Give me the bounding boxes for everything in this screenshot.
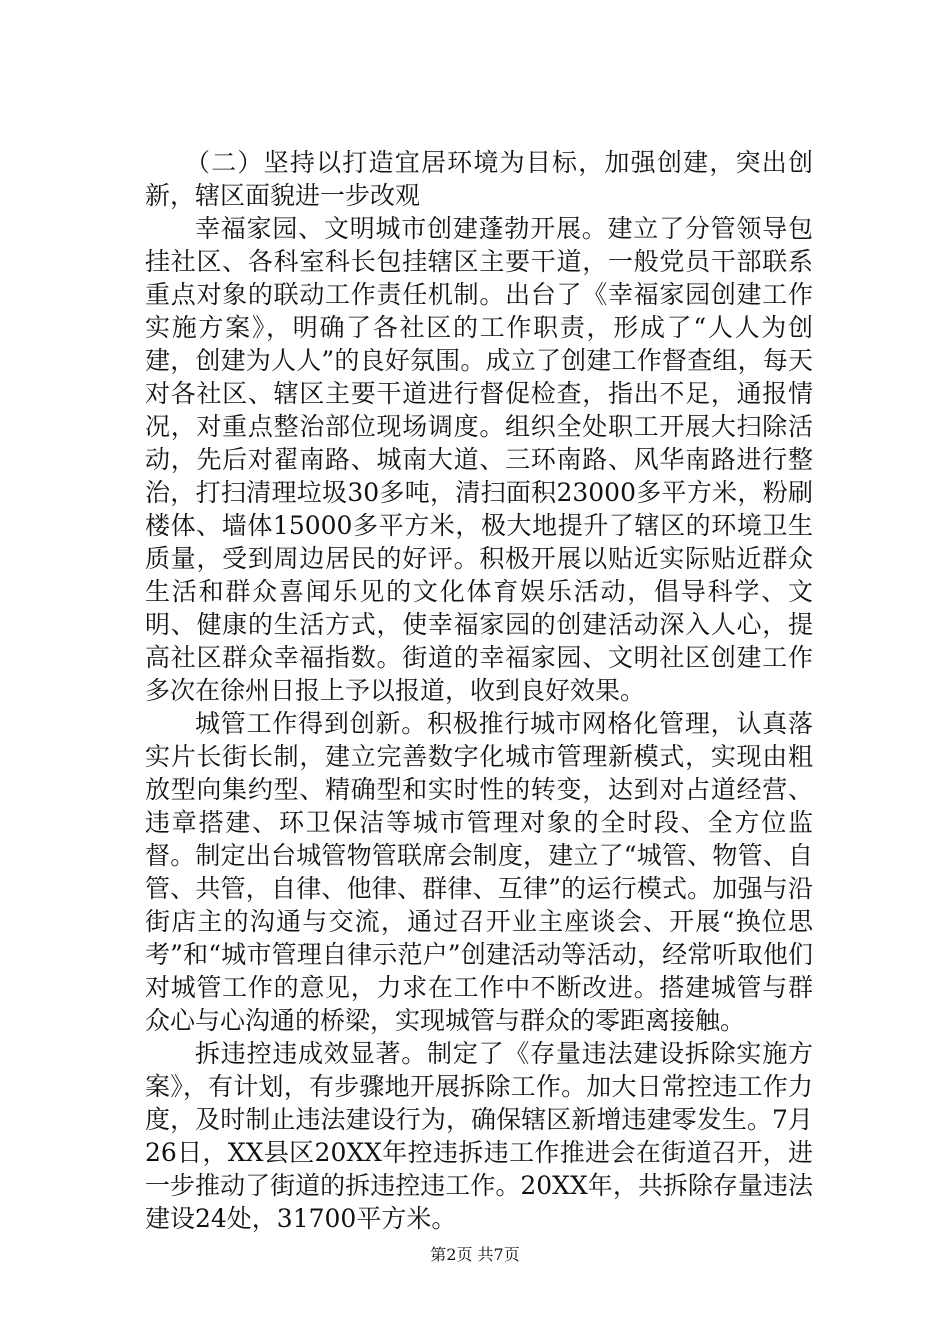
page-number: 第2页 共7页 xyxy=(430,1245,520,1264)
section-heading: （二）坚持以打造宜居环境为目标，加强创建，突出创新，辖区面貌进一步改观 xyxy=(145,148,813,210)
paragraph-urban-management: 城管工作得到创新。积极推行城市网格化管理，认真落实片长街长制，建立完善数字化城市管理新模式，实现由粗放型向集约型、精确型和实时性的转变，达到对占道经营、违章搭建、环卫保洁等城市管理对象的全时段、全方位监督。制定出台城管物管联席会制度，建立了“城管、物管、自管、共管，自律、他律、群律、互律”的运行模式。加强与沿街店主的沟通与交流，通过召开业主座谈会、开展“换位思考”和“城市管理自律示范户”创建活动等活动，经常听取他们对城管工作的意见，力求在工作中不断改进。搭建城管与群众心与心沟通的桥梁，实现城管与群众的零距离接触。 xyxy=(145,709,813,1035)
paragraph-creation: 幸福家园、文明城市创建蓬勃开展。建立了分管领导包挂社区、各科室科长包挂辖区主要干道，一般党员干部联系重点对象的联动工作责任机制。出台了《幸福家园创建工作实施方案》，明确了各社区的工作职责，形成了“人人为创建，创建为人人”的良好氛围。成立了创建工作督查组，每天对各社区、辖区主要干道进行督促检查，指出不足，通报情况，对重点整治部位现场调度。组织全处职工开展大扫除活动，先后对翟南路、城南大道、三环南路、风华南路进行整治，打扫清理垃圾30多吨，清扫面积23000多平方米，粉刷楼体、墙体15000多平方米，极大地提升了辖区的环境卫生质量，受到周边居民的好评。积极开展以贴近实际贴近群众生活和群众喜闻乐见的文化体育娱乐活动，倡导科学、文明、健康的生活方式，使幸福家园的创建活动深入人心，提高社区群众幸福指数。街道的幸福家园、文明社区创建工作多次在徐州日报上予以报道，收到良好效果。 xyxy=(145,214,813,705)
document-body xyxy=(145,146,813,1235)
paragraph-demolition: 拆违控违成效显著。制定了《存量违法建设拆除实施方案》，有计划，有步骤地开展拆除工作。加大日常控违工作力度，及时制止违法建设行为，确保辖区新增违建零发生。7月26日，XX县区20XX年控违拆违工作推进会在街道召开，进一步推动了街道的拆违控违工作。20XX年，共拆除存量违法建设24处，31700平方米。 xyxy=(145,1039,813,1233)
